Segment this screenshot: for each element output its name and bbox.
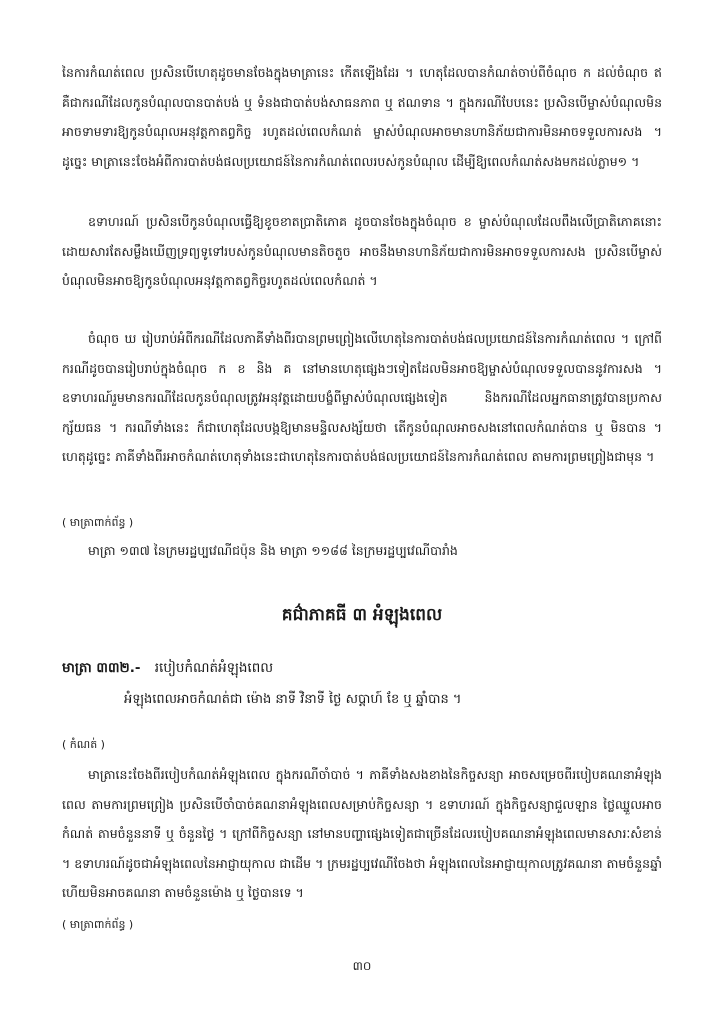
article-title: របៀបកំណត់អំឡុងពេល [154,660,274,676]
article-number: មាត្រា ៣៣២.- [62,660,141,676]
chapter-title: គជ៌ាភាគធី ៣ អំឡុងពេល [281,605,443,625]
page-number: ៣០ [352,959,372,973]
related-articles-label-2: ( មាត្រាពាក់ព័ន្ធ ) [62,918,134,931]
article-heading [62,656,662,680]
related-articles-label: ( មាត្រាពាក់ព័ន្ធ ) [62,516,134,529]
paragraph-agreed-causes: ចំណុច ឃ រៀបរាប់អំពីករណីដែលភាគីទាំងពីរបានព្រមព្រៀងលើហេតុនៃការបាត់បង់ផលប្រយោជន៍នៃការកំណត់ពេល ។ ក្រៅពីករណីដូចបានរៀបរាប់ក្នុងចំណុច ក ខ និង គ នៅមានហេតុផ្សេងៗទៀតដែលមិនអាចឱ្យម្ចាស់បំណុលទទួលបាននូវការសង ។ ឧទាហរណ៍រួមមានករណីដែលកូនបំណុលត្រូវអនុវត្តដោយបង្ខំពីម្ចាស់បំណុលផ្សេងទៀត និងករណីដែលអ្នកធានាត្រូវបានប្រកាសក្ស័យធន ។ ករណីទាំងនេះ ក៏ជាហេតុដែលបង្កឱ្យមានមន្ទិលសង្ស័យថា តើកូនបំណុលអាចសងនៅពេលកំណត់បាន ឬ មិនបាន ។ ហេតុដូច្នេះ ភាគីទាំងពីរអាចកំណត់ហេតុទាំងនេះជាហេតុនៃការបាត់បង់ផលប្រយោជន៍នៃការកំណត់ពេល តាមការព្រមព្រៀងជាមុន ។ [62,331,662,464]
paragraph-loss-of-term-benefit: នៃការកំណត់ពេល ប្រសិនបើហេតុដូចមានចែងក្នុងមាត្រានេះ កើតឡើងដែរ ។ ហេតុដែលបានកំណត់ចាប់ពីចំណុច ក ដល់ចំណុច ឥ គឺជាករណីដែលកូនបំណុលបានបាត់បង់ ឬ ទំនងជាបាត់បង់សាធនភាព ឬ ឥណទាន ។ ក្នុងករណីបែបនេះ ប្រសិនបើម្ចាស់បំណុលមិនអាចទាមទារឱ្យកូនបំណុលអនុវត្តកាតព្វកិច្ច រហូតដល់ពេលកំណត់ ម្ចាស់បំណុលអាចមានហានិភ័យជាការមិនអាចទទួលការសង ។ ដូច្នេះ មាត្រានេះចែងអំពីការបាត់បង់ផលប្រយោជន៍នៃការកំណត់ពេលរបស់កូនបំណុល ដើម្បីឱ្យពេលកំណត់សងមកដល់ភ្លាម១ ។ [62,65,662,169]
related-articles-text: មាត្រា ១៣៧ នៃក្រមរដ្ឋប្បវេណីជប៉ុន និង មាត្រា ១១៨៨ នៃក្រមរដ្ឋប្បវេណីបារាំង [88,543,458,558]
paragraph-example-collateral: ឧទាហរណ៍ ប្រសិនបើកូនបំណុលធ្វើឱ្យខូចខាតប្រាតិភោគ ដូចបានចែងក្នុងចំណុច ខ ម្ចាស់បំណុលដែលពឹងលើប្រាតិភោគនោះ ដោយសារតែសម្លឹងឃើញទ្រព្យទូទៅរបស់កូនបំណុលមានតិចតួច អាចនឹងមានហានិភ័យជាការមិនអាចទទួលការសង ប្រសិនបើម្ចាស់បំណុលមិនអាចឱ្យកូនបំណុលអនុវត្តកាតព្វកិច្ចរហូតដល់ពេលកំណត់ ។ [62,214,662,288]
paragraph-explanation: មាត្រានេះចែងពីរបៀបកំណត់អំឡុងពេល ក្នុងករណីចាំបាច់ ។ ភាគីទាំងសងខាងនៃកិច្ចសន្យា អាចសម្រេចពីរបៀបគណនាអំឡុងពេល តាមការព្រមព្រៀង ប្រសិនបើចាំបាច់គណនាអំឡុងពេលសម្រាប់កិច្ចសន្យា ។ ឧទាហរណ៍ ក្នុងកិច្ចសន្យាជួលឡាន ថ្លៃឈ្នួលអាចកំណត់ តាមចំនួននាទី ឬ ចំនួនថ្ងៃ ។ ក្រៅពីកិច្ចសន្យា នៅមានបញ្ហាផ្សេងទៀតជាច្រើនដែលរបៀបគណនាអំឡុងពេលមានសារៈសំខាន់ ។ ឧទាហរណ៍ដូចជាអំឡុងពេលនៃអាជ្ញាយុកាល ជាដើម ។ ក្រមរដ្ឋប្បវេណីចែងថា អំឡុងពេលនៃអាជ្ញាយុកាលត្រូវគណនា តាមចំនួនឆ្នាំ ហើយមិនអាចគណនា តាមចំនួនម៉ោង ឬ ថ្ងៃបានទេ ។ [62,767,662,900]
article-text: អំឡុងពេលអាចកំណត់ជា ម៉ោង នាទី វិនាទី ថ្ងៃ សប្តាហ៍ ខែ ឬ ឆ្នាំបាន ។ [124,692,462,707]
explanation-label: ( កំណត់ ) [62,738,105,751]
